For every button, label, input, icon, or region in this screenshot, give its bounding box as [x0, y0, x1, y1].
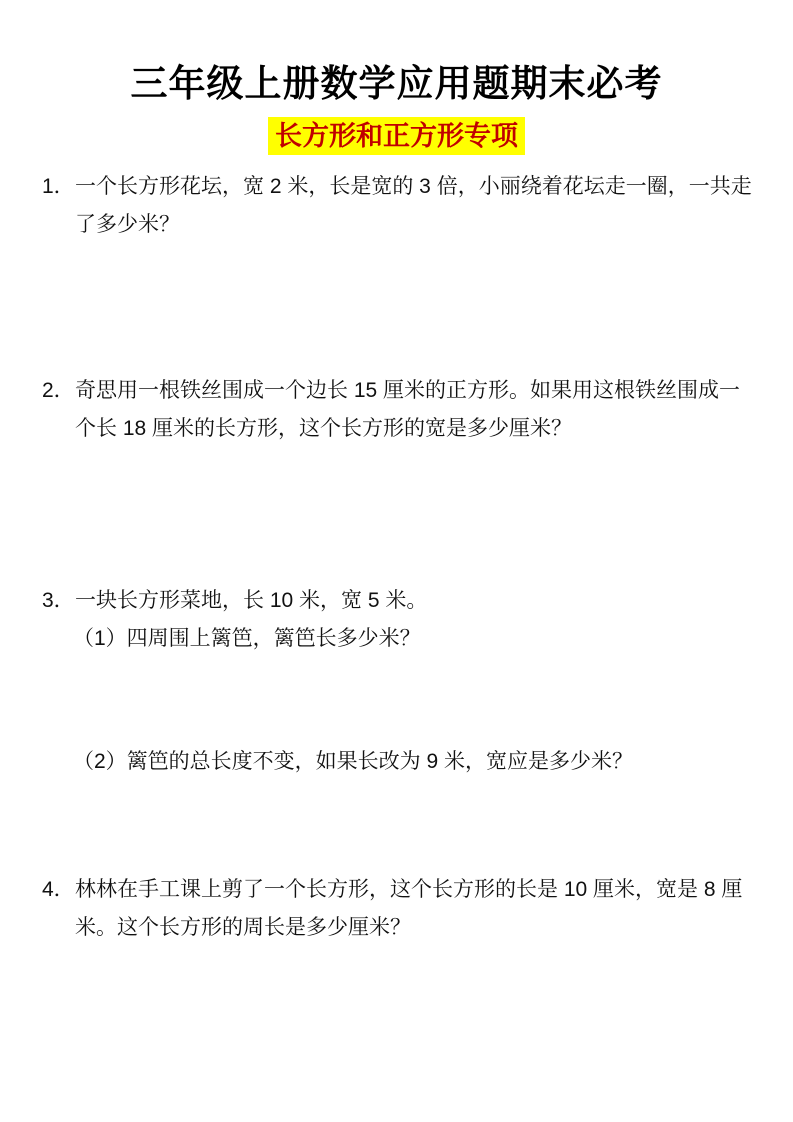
answer-space-4 [42, 781, 755, 871]
question-1 [42, 168, 755, 244]
question-4-line [42, 871, 755, 947]
page-subtitle: 长方形和正方形专项 [268, 117, 525, 155]
question-1-line [42, 168, 755, 244]
question-3 [42, 582, 755, 781]
subtitle-row [0, 117, 793, 155]
page-title: 三年级上册数学应用题期末必考 [130, 63, 663, 104]
question-4-number: 4． [42, 878, 75, 901]
question-3-sub-2: （2）篱笆的总长度不变，如果长改为 9 米，宽应是多少米？ [73, 750, 634, 773]
question-2-number: 2． [42, 379, 75, 402]
answer-space-3 [42, 658, 755, 743]
question-4-text: 林林在手工课上剪了一个长方形，这个长方形的长是 10 厘米，宽是 8 厘米。这个长方形的周长是多少厘米？ [75, 878, 743, 939]
answer-space-2 [42, 448, 755, 582]
question-2-text: 奇思用一根铁丝围成一个边长 15 厘米的正方形。如果用这根铁丝围成一个长 18 厘米的长方形，这个长方形的宽是多少厘米？ [75, 379, 741, 440]
question-3-line [42, 582, 755, 620]
question-2-line [42, 372, 755, 448]
question-4 [42, 871, 755, 947]
question-1-number: 1． [42, 175, 75, 198]
question-3-text: 一块长方形菜地，长 10 米，宽 5 米。 [75, 589, 428, 612]
question-1-text: 一个长方形花坛，宽 2 米，长是宽的 3 倍，小丽绕着花坛走一圈，一共走了多少米？ [75, 175, 752, 236]
question-3-sub-1: （1）四周围上篱笆，篱笆长多少米？ [73, 627, 421, 650]
question-3-number: 3． [42, 589, 75, 612]
answer-space-1 [42, 244, 755, 372]
questions-list [0, 168, 793, 947]
question-2 [42, 372, 755, 448]
